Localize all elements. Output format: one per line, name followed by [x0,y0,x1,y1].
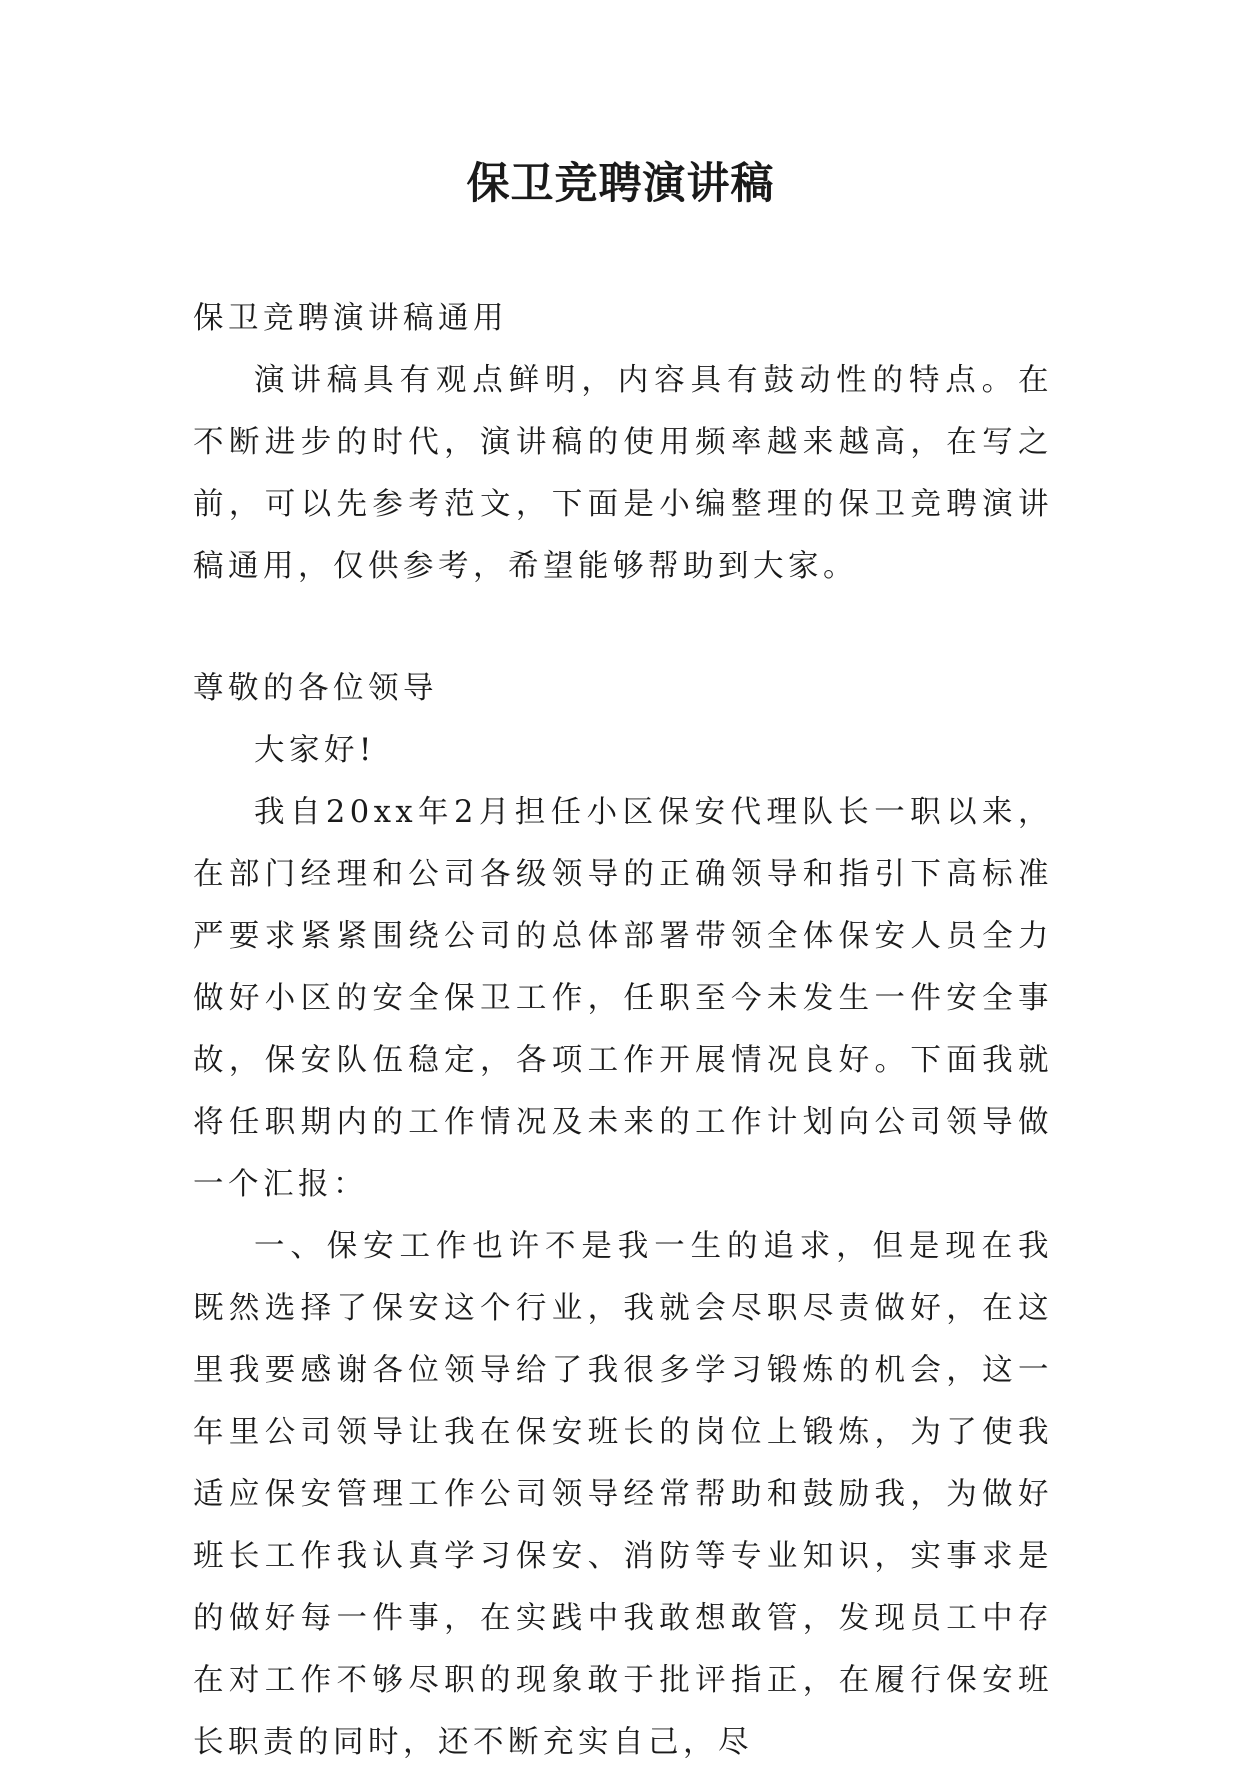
intro-paragraph: 演讲稿具有观点鲜明，内容具有鼓动性的特点。在不断进步的时代，演讲稿的使用频率越来越高，在写之前，可以先参考范文，下面是小编整理的保卫竞聘演讲稿通用，仅供参考，希望能够帮助到大家。 [193,363,1053,584]
body-paragraph-1: 我自20xx年2月担任小区保安代理队长一职以来，在部门经理和公司各级领导的正确领导和指引下高标准严要求紧紧围绕公司的总体部署带领全体保安人员全力做好小区的安全保卫工作，任职至今未发生一件安全事故，保安队伍稳定，各项工作开展情况良好。下面我就将任职期内的工作情况及未来的工作计划向公司领导做一个汇报： [193,795,1053,1202]
greeting: 大家好! [254,733,376,768]
salutation: 尊敬的各位领导 [193,671,438,706]
document-title: 保卫竞聘演讲稿 [466,159,775,209]
body-paragraph-2: 一、保安工作也许不是我一生的追求，但是现在我既然选择了保安这个行业，我就会尽职尽责做好，在这里我要感谢各位领导给了我很多学习锻炼的机会，这一年里公司领导让我在保安班长的岗位上锻炼，为了使我适应保安管理工作公司领导经常帮助和鼓励我，为做好班长工作我认真学习保安、消防等专业知识，实事求是的做好每一件事，在实践中我敢想敢管，发现员工中存在对工作不够尽职的现象敢于批评指正，在履行保安班长职责的同时，还不断充实自己，尽 [193,1229,1053,1760]
document-body [193,288,1053,1774]
document-subtitle: 保卫竞聘演讲稿通用 [193,301,508,336]
